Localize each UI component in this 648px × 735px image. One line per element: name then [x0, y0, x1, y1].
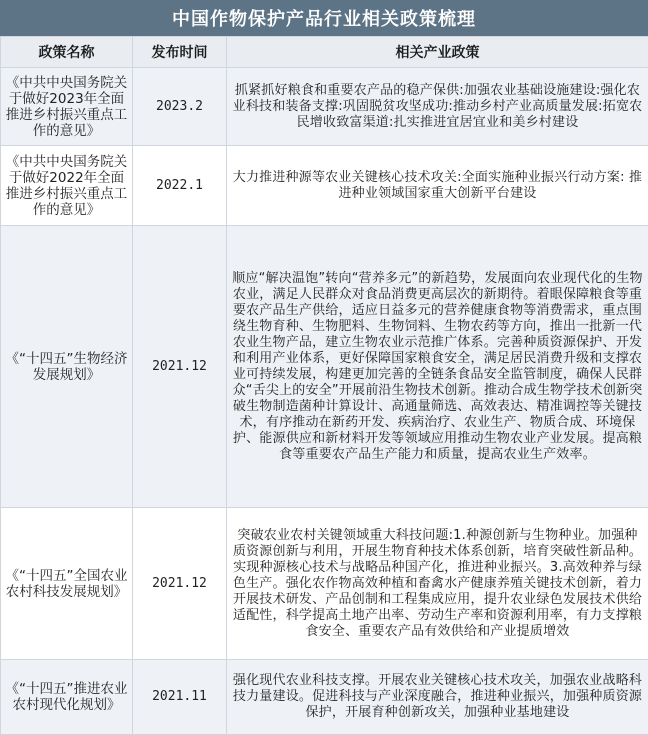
policy-name-cell: 《“十四五”全国农业农村科技发展规划》	[1, 508, 133, 660]
policy-name-cell: 《中共中央国务院关于做好2022年全面推进乡村振兴重点工作的意见》	[1, 146, 133, 226]
table-header-row	[1, 37, 648, 68]
header-policy-name: 政策名称	[1, 37, 133, 68]
release-date-cell: 2021.12	[133, 508, 227, 660]
related-policy-cell: 顺应“解决温饱”转向“营养多元”的新趋势，发展面向农业现代化的生物农业，满足人民群众对食品消费更高层次的新期待。着眼保障粮食等重要农产品生产供给，适应日益多元的营养健康食物等消费需求，重点围绕生物育种、生物肥料、生物饲料、生物农药等方向，推出一批新一代农业生物产品，建立生物农业示范推广体系。完善种质资源保护、开发和利用产业体系，更好保障国家粮食安全，满足居民消费升级和支撑农业可持续发展，构建更加完善的全链条食品安全监管制度，确保人民群众“舌尖上的安全”开展前沿生物技术创新。推动合成生物学技术创新突破生物制造菌种计算设计、高通量筛选、高效表达、精准调控等关键技术，有序推动在新药开发、疾病治疗、农业生产、物质合成、环境保护、能源供应和新材料开发等领域应用推动生物农业产业发展。提高粮食等重要农产品生产能力和质量，提高农业生产效率。	[227, 226, 648, 508]
release-date-cell: 2023.2	[133, 68, 227, 146]
policy-name-cell: 《“十四五”推进农业农村现代化规划》	[1, 660, 133, 735]
policy-table	[0, 36, 648, 735]
related-policy-cell: 强化现代农业科技支撑。开展农业关键核心技术攻关，加强农业战略科技力量建设。促进科技与产业深度融合，推进种业振兴，加强种质资源保护，开展育种创新攻关，加强种业基地建设	[227, 660, 648, 735]
table-row	[1, 146, 648, 226]
policy-name-cell: 《“十四五”生物经济发展规划》	[1, 226, 133, 508]
related-policy-cell: 突破农业农村关键领域重大科技问题:1.种源创新与生物种业。加强种质资源创新与利用，开展生物育种技术体系创新，培育突破性新品种。实现种源核心技术与战略品种国产化，推进种业振兴。3.高效种养与绿色生产。强化农作物高效种植和畜禽水产健康养殖关键技术创新，着力开展技术研发、产品创制和工程集成应用，提升农业绿色发展技术供给适配性，科学提高土地产出率、劳动生产率和资源利用率，有力支撑粮食安全、重要农产品有效供给和产业提质增效	[227, 508, 648, 660]
table-row	[1, 660, 648, 735]
header-release-date: 发布时间	[133, 37, 227, 68]
policy-name-cell: 《中共中央国务院关于做好2023年全面推进乡村振兴重点工作的意见》	[1, 68, 133, 146]
table-row	[1, 508, 648, 660]
page-title: 中国作物保护产品行业相关政策梳理	[0, 0, 648, 36]
header-related-policy: 相关产业政策	[227, 37, 648, 68]
release-date-cell: 2021.11	[133, 660, 227, 735]
release-date-cell: 2021.12	[133, 226, 227, 508]
related-policy-cell: 抓紧抓好粮食和重要农产品的稳产保供:加强农业基础设施建设:强化农业科技和装备支撑:巩固脱贫攻坚成功:推动乡村产业高质量发展:拓宽农民增收致富渠道:扎实推进宜居宜业和美乡村建设	[227, 68, 648, 146]
table-row	[1, 226, 648, 508]
table-row	[1, 68, 648, 146]
related-policy-cell: 大力推进种源等农业关键核心技术攻关:全面实施种业振兴行动方案: 推进种业领域国家重大创新平台建设	[227, 146, 648, 226]
release-date-cell: 2022.1	[133, 146, 227, 226]
